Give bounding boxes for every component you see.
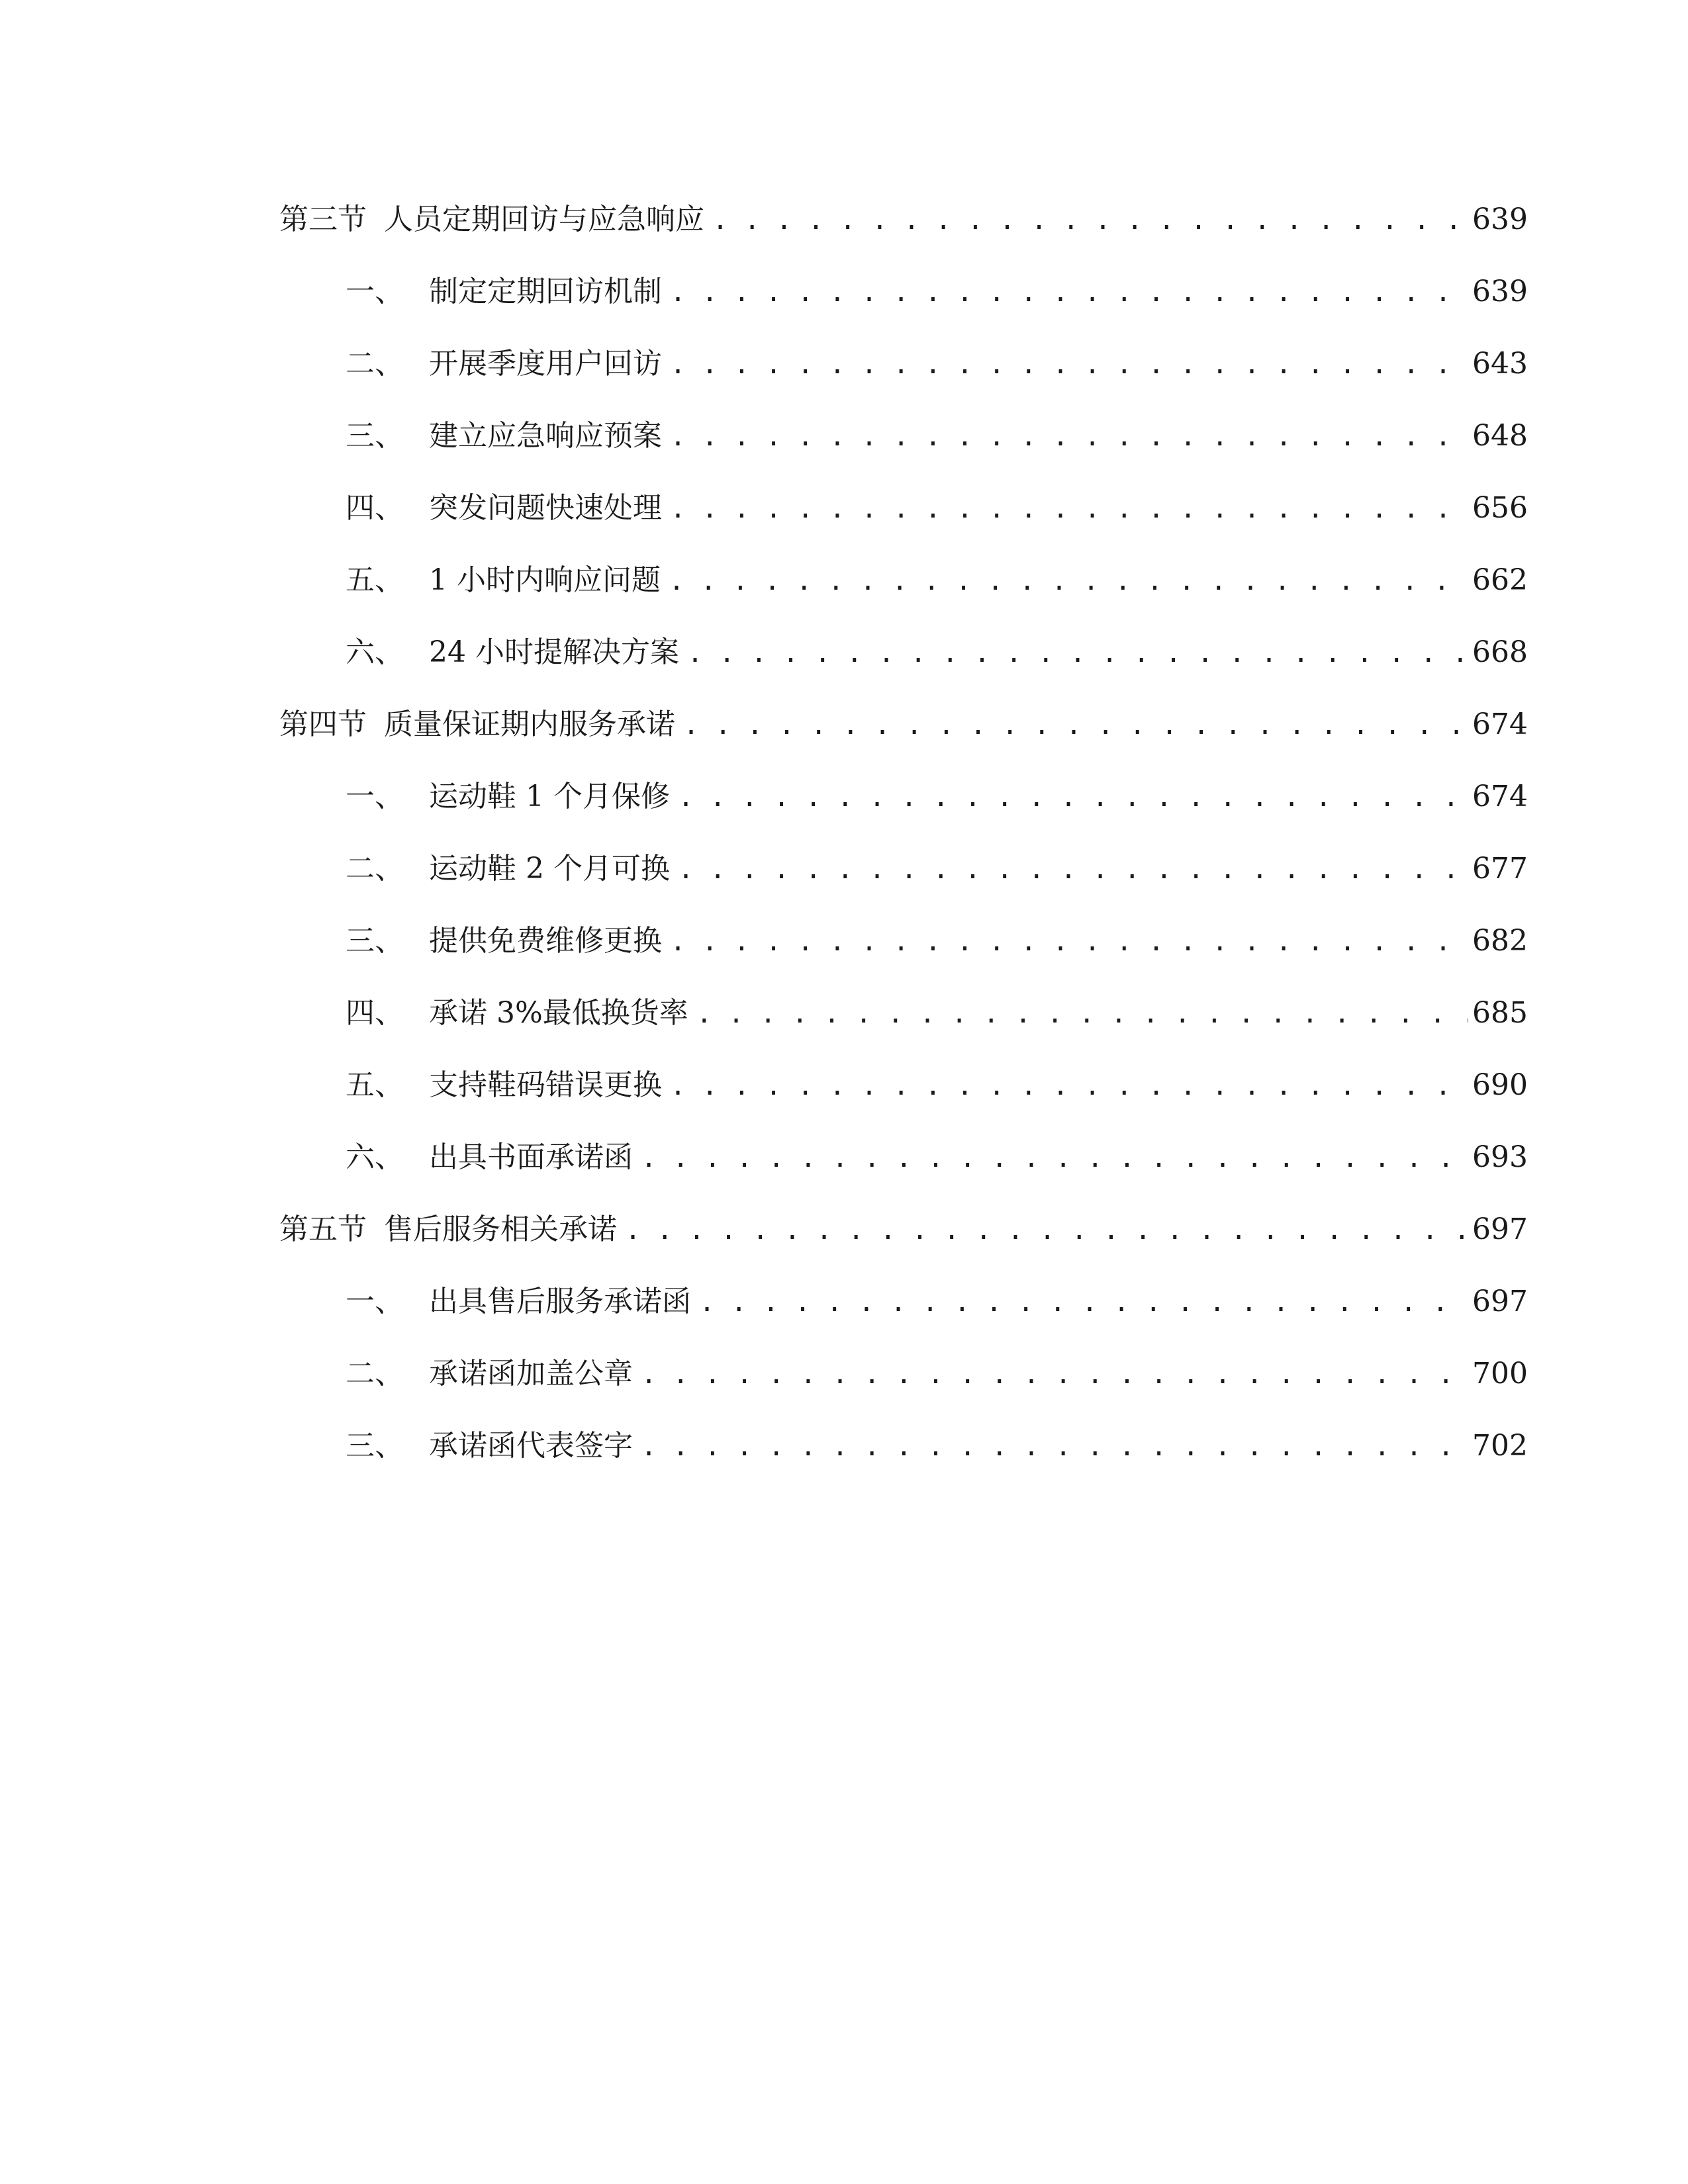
toc-entry-number: 一、 — [346, 780, 404, 813]
toc-subsection-entry[interactable] — [279, 1062, 1528, 1134]
toc-dot-leader — [696, 989, 1468, 1038]
toc-page-number: 639 — [1472, 275, 1528, 308]
toc-entry-title: 出具售后服务承诺函 — [429, 1285, 691, 1318]
toc-entry-number: 第五节 — [279, 1212, 367, 1246]
toc-dot-leader — [625, 1206, 1468, 1254]
toc-entry-title: 出具书面承诺函 — [429, 1140, 633, 1174]
toc-entry-title: 运动鞋 1 个月保修 — [429, 780, 670, 813]
toc-subsection-entry[interactable] — [279, 557, 1528, 629]
toc-page-number: 697 — [1472, 1285, 1528, 1318]
toc-subsection-entry[interactable] — [279, 340, 1528, 412]
toc-dot-leader — [641, 1134, 1468, 1182]
toc-entry-title: 支持鞋码错误更换 — [429, 1068, 662, 1102]
toc-page-number: 685 — [1472, 996, 1528, 1030]
toc-entry-number: 三、 — [346, 1429, 404, 1463]
toc-subsection-entry[interactable] — [279, 1350, 1528, 1422]
toc-entry-title: 承诺函代表签字 — [429, 1429, 633, 1463]
toc-entry-number: 五、 — [346, 1068, 404, 1102]
toc-dot-leader — [669, 557, 1468, 605]
toc-dot-leader — [687, 629, 1468, 677]
toc-page-number: 674 — [1472, 707, 1528, 741]
toc-entry-title: 开展季度用户回访 — [429, 347, 662, 381]
toc-page-number: 662 — [1472, 563, 1528, 597]
toc-dot-leader — [670, 484, 1468, 533]
toc-page-number: 693 — [1472, 1140, 1528, 1174]
toc-page-number: 668 — [1472, 635, 1528, 669]
toc-subsection-entry[interactable] — [279, 412, 1528, 484]
toc-entry-number: 第三节 — [279, 203, 367, 236]
toc-entry-title: 提供免费维修更换 — [429, 924, 662, 958]
toc-dot-leader — [683, 701, 1468, 749]
toc-subsection-entry[interactable] — [279, 773, 1528, 845]
toc-entry-title: 质量保证期内服务承诺 — [384, 707, 675, 741]
toc-entry-title: 承诺函加盖公章 — [429, 1357, 633, 1390]
toc-subsection-entry[interactable] — [279, 917, 1528, 989]
toc-entry-number: 二、 — [346, 1357, 404, 1390]
toc-dot-leader — [670, 917, 1468, 966]
toc-entry-number: 三、 — [346, 419, 404, 453]
toc-subsection-entry[interactable] — [279, 629, 1528, 701]
toc-entry-title: 1 小时内响应问题 — [429, 563, 661, 597]
toc-page-number: 639 — [1472, 203, 1528, 236]
toc-entry-number: 一、 — [346, 275, 404, 308]
toc-dot-leader — [712, 196, 1468, 244]
toc-dot-leader — [699, 1278, 1468, 1326]
toc-dot-leader — [641, 1422, 1468, 1471]
toc-entry-title: 售后服务相关承诺 — [384, 1212, 617, 1246]
toc-entry-number: 四、 — [346, 491, 404, 525]
toc-entry-title: 人员定期回访与应急响应 — [384, 203, 704, 236]
toc-page-number: 677 — [1472, 852, 1528, 886]
toc-entry-title: 24 小时提解决方案 — [429, 635, 679, 669]
toc-page-number: 643 — [1472, 347, 1528, 381]
toc-section-entry[interactable] — [279, 196, 1528, 268]
toc-dot-leader — [678, 773, 1468, 821]
toc-subsection-entry[interactable] — [279, 989, 1528, 1062]
toc-subsection-entry[interactable] — [279, 268, 1528, 340]
toc-entry-title: 运动鞋 2 个月可换 — [429, 852, 670, 886]
toc-dot-leader — [641, 1350, 1468, 1398]
toc-entry-number: 三、 — [346, 924, 404, 958]
toc-subsection-entry[interactable] — [279, 484, 1528, 557]
toc-section-entry[interactable] — [279, 701, 1528, 773]
toc-entry-number: 五、 — [346, 563, 404, 597]
toc-page-number: 656 — [1472, 491, 1528, 525]
toc-page-number: 648 — [1472, 419, 1528, 453]
toc-entry-number: 四、 — [346, 996, 404, 1030]
toc-subsection-entry[interactable] — [279, 1134, 1528, 1206]
toc-dot-leader — [670, 1062, 1468, 1110]
toc-entry-number: 六、 — [346, 1140, 404, 1174]
toc-entry-title: 突发问题快速处理 — [429, 491, 662, 525]
toc-section-entry[interactable] — [279, 1206, 1528, 1278]
toc-page-number: 690 — [1472, 1068, 1528, 1102]
toc-entry-title: 制定定期回访机制 — [429, 275, 662, 308]
toc-entry-number: 六、 — [346, 635, 404, 669]
toc-entry-title: 建立应急响应预案 — [429, 419, 662, 453]
toc-dot-leader — [670, 412, 1468, 461]
table-of-contents — [279, 196, 1528, 1494]
toc-dot-leader — [670, 340, 1468, 388]
toc-entry-number: 一、 — [346, 1285, 404, 1318]
toc-entry-title: 承诺 3%最低换货率 — [429, 996, 688, 1030]
toc-subsection-entry[interactable] — [279, 845, 1528, 917]
toc-dot-leader — [678, 845, 1468, 893]
toc-entry-number: 二、 — [346, 852, 404, 886]
toc-entry-number: 第四节 — [279, 707, 367, 741]
toc-page-number: 697 — [1472, 1212, 1528, 1246]
toc-subsection-entry[interactable] — [279, 1422, 1528, 1494]
toc-page-number: 674 — [1472, 780, 1528, 813]
toc-page-number: 682 — [1472, 924, 1528, 958]
toc-dot-leader — [670, 268, 1468, 316]
toc-subsection-entry[interactable] — [279, 1278, 1528, 1350]
toc-page-number: 702 — [1472, 1429, 1528, 1463]
toc-page-number: 700 — [1472, 1357, 1528, 1390]
toc-entry-number: 二、 — [346, 347, 404, 381]
